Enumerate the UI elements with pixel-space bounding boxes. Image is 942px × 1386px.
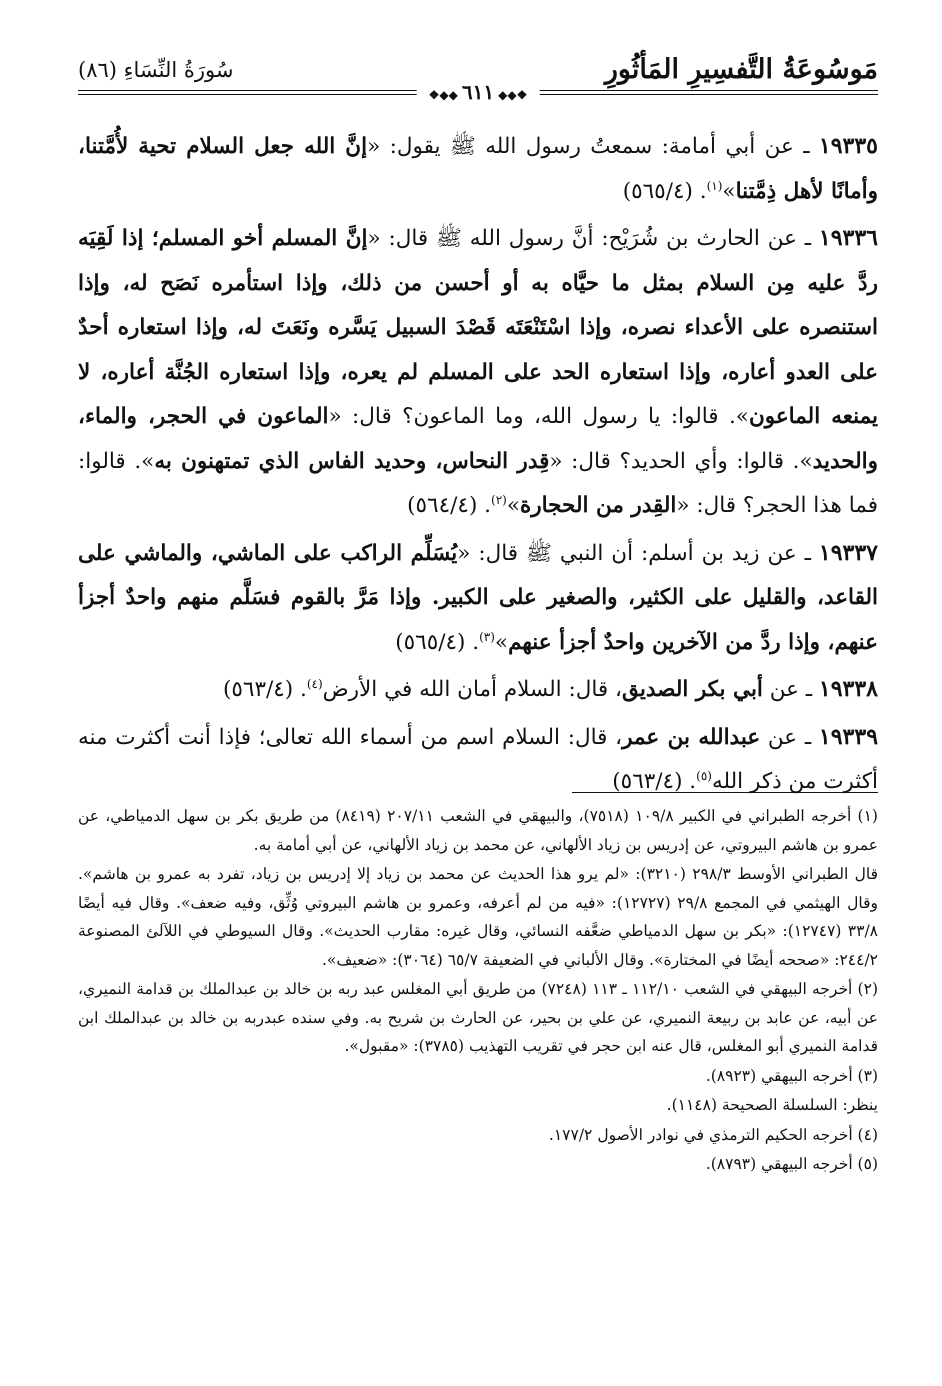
footnote: ينظر: السلسلة الصحيحة (١١٤٨).	[666, 1096, 878, 1114]
hadith-entry: ١٩٣٣٧ ـ عن زيد بن أسلم: أن النبي ﷺ قال: «يُسَلِّم الراكب على الماشي، والماشي على القاعد، والقليل على الكثير، والصغير على الكبير. وإذا مَرَّ بالقوم فسَلَّم منهم واحدٌ أجزأ عنهم، وإذا ردَّ من الآخرين واحدٌ أجزأ عنهم»$^{(٣)}$. (٥٦٥/٤)	[78, 539, 878, 655]
footnote-marker[interactable]: (٥)	[696, 768, 712, 783]
reference: . (٥٦٥/٤)	[622, 178, 707, 204]
ornament-icon: ◆◆❖	[498, 88, 528, 102]
entry-number: ١٩٣٣٥	[818, 133, 878, 159]
footnote-marker[interactable]: (١)	[706, 178, 723, 193]
hadith-entry: ١٩٣٣٦ ـ عن الحارث بن شُرَيْح: أنَّ رسول الله ﷺ قال: «إنَّ المسلم أخو المسلم؛ إذا لَقِيَه ردَّ عليه مِن السلام بمثل ما حيَّاه به أو أحسن من ذلك، وإذا استأمره نَصَح له، وإذا استنصره على الأعداء نصره، وإذا اسْتَنْعَتَه قَصْدَ السبيل يَسَّره ونَعَتَ له، وإذا استعاره أحدٌ على العدو أعاره، وإذا استعاره الحد على المسلم لم يعره، وإذا استعاره الجُنَّة أعاره، لا يمنعه الماعون». قالوا: يا رسول الله، وما الماعون؟ قال: «الماعون في الحجر، والماء، والحديد». قالوا: وأي الحديد؟ قال: «قِدر النحاس، وحديد الفاس الذي تمتهنون به». قالوا: فما هذا الحجر؟ قال: «القِدر من الحجارة»$^{(٢)}$. (٥٦٤/٤)	[78, 225, 879, 518]
footnote-separator	[572, 792, 878, 793]
page-number: ❖◆◆ ٦١١ ◆◆❖	[417, 80, 540, 104]
footnote: قال الطبراني الأوسط ٢٩٨/٣ (٣٢١٠): «لم يرو هذا الحديث عن محمد بن زياد إلا إدريس بن زياد، تفرد به عمرو بن هاشم». وقال الهيثمي في المجمع ٢٩/٨ (١٢٧٢٧): «فيه من لم أعرفه، وعمرو بن هاشم البيروتي وُثِّق، وفيه ضعف». وقال فيه أيضًا ٣٣/٨ (١٢٧٤٧): «بكر بن سهل الدمياطي ضعَّفه النسائي، وقال غيره: مقارب الحديث». وقال السيوطي في اللآلئ المصنوعة ٢٤٤/٢: «صححه أيضًا في المختارة». وقال الألباني في الضعيفة ٦٥/٧ (٣٠٦٤): «ضعيف».	[78, 865, 878, 969]
footnote: (٥) أخرجه البيهقي (٨٧٩٣).	[705, 1155, 878, 1173]
narrator-name: أبي بكر الصديق	[621, 677, 763, 702]
entry-number: ١٩٣٣٧	[818, 539, 878, 566]
footnote: (٣) أخرجه البيهقي (٨٩٢٣).	[705, 1066, 878, 1085]
footnote: (٢) أخرجه البيهقي في الشعب ١١٢/١٠ ـ ١١٣ (٧٢٤٨) من طريق أبي المغلس عبد ربه بن خالد بن عبدالملك بن قدامة النميري، عن أبيه، عن عابد بن ربيعة النميري، عن علي بن بحير، عن الحارث بن شريح به. وفي سنده عبدربه بن خالد بن عبدالملك ابن قدامة النميري أبو المغلس، قال عنه ابن حجر في تقريب التهذيب (٣٧٨٥): «مقبول».	[78, 980, 878, 1055]
hadith-quote: الماعون في الحجر، والماء، والحديد	[78, 404, 879, 474]
reference: . (٥٦٣/٤)	[612, 769, 697, 794]
footnote: (١) أخرجه الطبراني في الكبير ١٠٩/٨ (٧٥١٨)، والبيهقي في الشعب ٢٠٧/١١ (٨٤١٩) من طريق بكر بن سهل الدمياطي، عن عمرو بن هاشم البيروتي، عن إدريس بن زياد الألهاني، عن محمد بن زياد الألهاني، عن أبي أمامة به.	[78, 807, 878, 854]
footnote-marker[interactable]: (٢)	[491, 492, 507, 507]
reference: . (٥٦٥/٤)	[395, 629, 480, 655]
ornament-icon: ❖◆◆	[428, 88, 458, 102]
page-header	[78, 50, 878, 104]
footnote-marker[interactable]: (٣)	[479, 629, 495, 644]
main-text	[78, 124, 878, 807]
book-title: مَوسُوعَةُ التَّفسِيرِ المَأثُورِ	[604, 54, 878, 85]
entry-number: ١٩٣٣٦	[818, 225, 878, 251]
footnote-marker[interactable]: (٤)	[306, 676, 323, 691]
hadith-entry: ١٩٣٣٥ ـ عن أبي أمامة: سمعتُ رسول الله ﷺ يقول: «إنَّ الله جعل السلام تحية لأُمَّتنا، وأمانًا لأهل ذِمَّتنا»$^{(١)}$. (٥٦٥/٤)	[78, 133, 878, 204]
reference: . (٥٦٣/٤)	[222, 677, 307, 702]
hadith-quote: قِدر النحاس، وحديد الفاس الذي تمتهنون به	[154, 448, 550, 474]
book-page	[78, 50, 878, 1350]
narrator-name: عبدالله بن عمر	[622, 724, 761, 750]
entry-number: ١٩٣٣٨	[818, 676, 878, 702]
athar-entry: ١٩٣٣٩ ـ عن عبدالله بن عمر، قال: السلام اسم من أسماء الله تعالى؛ فإذا أنت أكثرت منه أكثرت من ذكر الله$^{(٥)}$. (٥٦٣/٤)	[78, 723, 879, 794]
hadith-quote: يُسَلِّم الراكب على الماشي، والماشي على القاعد، والقليل على الكثير، والصغير على الكبير. وإذا مَرَّ بالقوم فسَلَّم منهم واحدٌ أجزأ عنهم، وإذا ردَّ من الآخرين واحدٌ أجزأ عنهم	[78, 540, 878, 655]
reference: . (٥٦٤/٤)	[407, 493, 491, 518]
entry-number: ١٩٣٣٩	[818, 723, 879, 750]
hadith-quote: إنَّ الله جعل السلام تحية لأُمَّتنا، وأمانًا لأهل ذِمَّتنا	[78, 134, 878, 204]
hadith-quote: القِدر من الحجارة	[519, 493, 677, 518]
footnotes	[78, 802, 878, 1180]
surah-label: سُورَةُ النِّسَاءِ (٨٦)	[78, 58, 234, 82]
hadith-quote: إنَّ المسلم أخو المسلم؛ إذا لَقِيَه ردَّ عليه مِن السلام بمثل ما حيَّاه به أو أحسن من ذلك، وإذا استأمره نَصَح له، وإذا استنصره على الأعداء نصره، وإذا اسْتَنْعَتَه قَصْدَ السبيل يَسَّره ونَعَتَ له، وإذا استعاره أحدٌ على العدو أعاره، وإذا استعاره الحد على المسلم لم يعره، وإذا استعاره الجُنَّة أعاره، لا يمنعه الماعون	[78, 226, 878, 429]
footnote: (٤) أخرجه الحكيم الترمذي في نوادر الأصول ١٧٧/٢.	[548, 1125, 878, 1144]
athar-entry: ١٩٣٣٨ ـ عن أبي بكر الصديق، قال: السلام أمان الله في الأرض$^{(٤)}$. (٥٦٣/٤)	[222, 676, 878, 702]
